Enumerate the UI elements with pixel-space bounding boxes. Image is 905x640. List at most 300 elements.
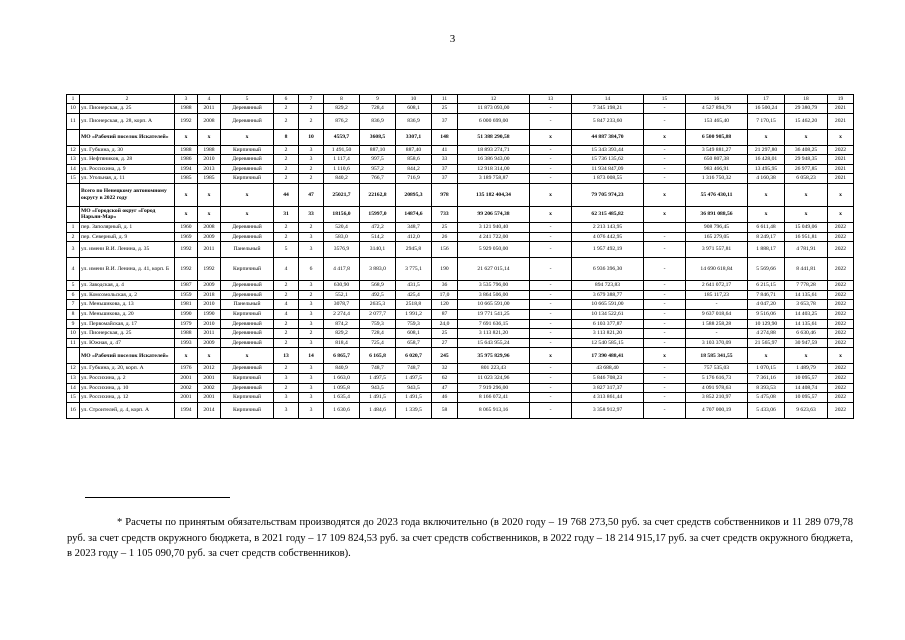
table-cell: 31 bbox=[274, 206, 299, 222]
table-cell: 3078,7 bbox=[324, 300, 360, 310]
table-cell: 15 049,06 bbox=[785, 222, 828, 232]
table-cell: - bbox=[530, 329, 572, 339]
table-cell: x bbox=[748, 129, 785, 145]
table-cell: Деревянный bbox=[221, 113, 274, 129]
address-cell: ул. Губкина, д. 30 bbox=[80, 145, 175, 155]
table-cell: Деревянный bbox=[221, 383, 274, 393]
table-cell: 4 417,8 bbox=[324, 258, 360, 281]
table-cell: 1976 bbox=[175, 364, 198, 374]
table-cell: 156 bbox=[432, 242, 458, 258]
table-cell: 14 135,61 bbox=[785, 290, 828, 300]
subtotal-row bbox=[67, 348, 854, 364]
table-cell: 2 bbox=[274, 145, 299, 155]
table-row bbox=[67, 174, 854, 184]
table-cell: 4 bbox=[67, 258, 80, 281]
table-cell: 1 110,6 bbox=[324, 164, 360, 174]
table-cell: 36 408,25 bbox=[785, 145, 828, 155]
table-cell: 135 182 404,34 bbox=[458, 183, 530, 206]
table-cell: 1 588 258,28 bbox=[686, 319, 748, 329]
table-cell: 4559,7 bbox=[324, 129, 360, 145]
table-cell: - bbox=[644, 329, 686, 339]
table-cell: 1987 bbox=[175, 281, 198, 291]
table-row bbox=[67, 242, 854, 258]
table-cell: 26 977,85 bbox=[785, 164, 828, 174]
table-cell: 2022 bbox=[828, 232, 854, 242]
table-cell: - bbox=[530, 222, 572, 232]
table-cell: 3 103 370,09 bbox=[686, 338, 748, 348]
table-cell: 1981 bbox=[175, 300, 198, 310]
table-cell: 2 bbox=[67, 232, 80, 242]
table-row bbox=[67, 145, 854, 155]
table-cell: 6 500 905,88 bbox=[686, 129, 748, 145]
table-row bbox=[67, 258, 854, 281]
table-cell: x bbox=[748, 348, 785, 364]
table-cell: 10 bbox=[67, 329, 80, 339]
address-cell: ул. имени В.И. Ленина, д. 41, корп. Б bbox=[80, 258, 175, 281]
table-cell: 552,1 bbox=[324, 290, 360, 300]
address-cell: ул. Пионерская, д. 28, корп. А bbox=[80, 113, 175, 129]
table-cell: 1994 bbox=[175, 164, 198, 174]
table-row bbox=[67, 155, 854, 165]
table-cell: 6 165,8 bbox=[360, 348, 396, 364]
table-cell: 1988 bbox=[175, 329, 198, 339]
table-cell: 2 bbox=[274, 174, 299, 184]
table-cell: 2021 bbox=[828, 104, 854, 114]
table-cell: 11 bbox=[67, 113, 80, 129]
address-cell: ул. Заводская, д. 4 bbox=[80, 281, 175, 291]
table-cell: - bbox=[530, 309, 572, 319]
table-cell: Панельный bbox=[221, 242, 274, 258]
table-cell: 12 918 314,00 bbox=[458, 164, 530, 174]
table-cell: - bbox=[530, 104, 572, 114]
table-row bbox=[67, 393, 854, 403]
table-cell: 2022 bbox=[828, 402, 854, 418]
table-cell: x bbox=[175, 129, 198, 145]
table-cell: 25 bbox=[432, 329, 458, 339]
table-cell: - bbox=[644, 281, 686, 291]
table-cell: 894 723,83 bbox=[572, 281, 644, 291]
table-cell: 10 129,90 bbox=[748, 319, 785, 329]
table-cell: Деревянный bbox=[221, 155, 274, 165]
table-cell: - bbox=[530, 155, 572, 165]
table-cell: x bbox=[221, 206, 274, 222]
table-cell: 2022 bbox=[828, 373, 854, 383]
table-cell: 2 bbox=[274, 164, 299, 174]
table-cell: 33 bbox=[432, 155, 458, 165]
table-cell: 10 134 522,61 bbox=[572, 309, 644, 319]
table-cell: x bbox=[644, 206, 686, 222]
table-cell: 44 bbox=[274, 183, 299, 206]
table-cell: 4 bbox=[274, 300, 299, 310]
table-cell: - bbox=[530, 258, 572, 281]
table-cell: 16 500,24 bbox=[748, 104, 785, 114]
table-cell: 5 bbox=[274, 242, 299, 258]
table-cell: 6 611,48 bbox=[748, 222, 785, 232]
table-cell: 2008 bbox=[198, 113, 221, 129]
table-cell: 2008 bbox=[198, 222, 221, 232]
table-cell: x bbox=[785, 348, 828, 364]
table-cell: 25 bbox=[432, 104, 458, 114]
table-cell: 1992 bbox=[198, 258, 221, 281]
table-cell: 9 637 018,64 bbox=[686, 309, 748, 319]
table-row bbox=[67, 383, 854, 393]
table-cell: 1992 bbox=[175, 113, 198, 129]
table-cell: 759,3 bbox=[396, 319, 432, 329]
table-cell: Деревянный bbox=[221, 290, 274, 300]
table-cell: x bbox=[530, 348, 572, 364]
table-cell: 2 bbox=[299, 174, 324, 184]
table-cell: 37 bbox=[432, 113, 458, 129]
table-cell: 25 bbox=[432, 222, 458, 232]
table-cell: 2 bbox=[299, 164, 324, 174]
table-cell: 2002 bbox=[175, 383, 198, 393]
column-number: 8 bbox=[324, 95, 360, 104]
table-cell: x bbox=[175, 183, 198, 206]
column-number-row bbox=[67, 95, 854, 104]
table-cell: 829,2 bbox=[324, 329, 360, 339]
table-cell: 29 380,79 bbox=[785, 104, 828, 114]
table-cell bbox=[67, 183, 80, 206]
table-cell: Деревянный bbox=[221, 338, 274, 348]
table-row bbox=[67, 319, 854, 329]
table-cell: 472,2 bbox=[360, 222, 396, 232]
table-cell: 4 241 722,00 bbox=[458, 232, 530, 242]
table-cell: x bbox=[785, 206, 828, 222]
column-number: 16 bbox=[686, 95, 748, 104]
table-cell: 4 160,38 bbox=[748, 174, 785, 184]
table-cell bbox=[67, 348, 80, 364]
table-cell: 978 bbox=[432, 183, 458, 206]
table-cell: 3 549 881,27 bbox=[686, 145, 748, 155]
table-cell: 3 bbox=[299, 319, 324, 329]
table-cell: 3 679 388,77 bbox=[572, 290, 644, 300]
table-cell: - bbox=[530, 242, 572, 258]
table-cell: - bbox=[644, 338, 686, 348]
table-cell: 943,5 bbox=[396, 383, 432, 393]
footnote: * Расчеты по принятым обязательствам производятся до 2023 года включительно (в 2020 году – 19 768 273,50 руб. за счет средств собственников и 11 289 079,78 руб. за счет средств окружного бюджета, в 2021 году – 17 109 824,53 руб. за счет средств собственников, в 2022 году – 18 214 915,17 руб. за счет средств окружного бюджета, в 2023 году – 1 105 090,70 руб. за счет средств собственников). bbox=[67, 517, 853, 560]
table-cell: 1959 bbox=[175, 290, 198, 300]
table-cell: - bbox=[530, 393, 572, 403]
table-cell: 2001 bbox=[198, 373, 221, 383]
table-cell: 2 bbox=[274, 222, 299, 232]
table-cell: 14 135,61 bbox=[785, 319, 828, 329]
table-cell: 650 807,38 bbox=[686, 155, 748, 165]
table-cell: 16 951,81 bbox=[785, 232, 828, 242]
table-cell: x bbox=[644, 183, 686, 206]
table-cell: 245 bbox=[432, 348, 458, 364]
address-cell: ул. Россихина, д. 9 bbox=[80, 164, 175, 174]
table-cell: 2 bbox=[274, 338, 299, 348]
table-cell: 2018 bbox=[198, 290, 221, 300]
table-row bbox=[67, 222, 854, 232]
table-cell: 1 117,4 bbox=[324, 155, 360, 165]
table-cell: 3 bbox=[299, 393, 324, 403]
table-cell: 7 bbox=[67, 300, 80, 310]
table-cell: 1960 bbox=[175, 222, 198, 232]
table-cell: - bbox=[644, 364, 686, 374]
table-cell: 1969 bbox=[175, 232, 198, 242]
table-cell: 1 484,6 bbox=[360, 402, 396, 418]
table-cell: 2022 bbox=[828, 258, 854, 281]
table-cell: - bbox=[530, 290, 572, 300]
table-cell: 608,1 bbox=[396, 104, 432, 114]
table-cell: x bbox=[785, 129, 828, 145]
table-cell: 2022 bbox=[828, 281, 854, 291]
table-cell: 3 113 821,20 bbox=[458, 329, 530, 339]
table-cell: 9 bbox=[67, 319, 80, 329]
table-cell: 18 585 341,55 bbox=[686, 348, 748, 364]
table-cell: 1979 bbox=[175, 319, 198, 329]
table-cell: 1993 bbox=[175, 338, 198, 348]
table-cell: Кирпичный bbox=[221, 402, 274, 418]
table-cell: 1 339,5 bbox=[396, 402, 432, 418]
address-cell: ул. Южная, д. 47 bbox=[80, 338, 175, 348]
table-cell: 2009 bbox=[198, 281, 221, 291]
table-cell: - bbox=[644, 319, 686, 329]
table-cell: 79 705 974,23 bbox=[572, 183, 644, 206]
table-cell: 21 297,80 bbox=[748, 145, 785, 155]
table-cell: 728,4 bbox=[360, 104, 396, 114]
table-cell: - bbox=[644, 373, 686, 383]
table-cell: Деревянный bbox=[221, 364, 274, 374]
table-cell: 2945,8 bbox=[396, 242, 432, 258]
table-cell: 6 bbox=[67, 290, 80, 300]
table-cell: 3 535 796,00 bbox=[458, 281, 530, 291]
column-number: 1 bbox=[67, 95, 80, 104]
table-cell bbox=[67, 129, 80, 145]
table-cell: 658,7 bbox=[396, 338, 432, 348]
table-cell: x bbox=[221, 348, 274, 364]
table-cell: Кирпичный bbox=[221, 393, 274, 403]
table-cell: 1 497,5 bbox=[396, 373, 432, 383]
address-cell: ул. Пионерская, д. 25 bbox=[80, 104, 175, 114]
table-cell: 51 388 290,58 bbox=[458, 129, 530, 145]
table-cell: 41 bbox=[432, 145, 458, 155]
table-cell: 2022 bbox=[828, 290, 854, 300]
table-cell: 2635,3 bbox=[360, 300, 396, 310]
table-cell: 3 bbox=[274, 393, 299, 403]
table-cell: 492,5 bbox=[360, 290, 396, 300]
table-cell: 2 bbox=[274, 329, 299, 339]
table-cell: - bbox=[530, 113, 572, 129]
table-cell: 6 020,7 bbox=[396, 348, 432, 364]
table-cell: 9 623,63 bbox=[785, 402, 828, 418]
table-cell: 14 bbox=[67, 164, 80, 174]
table-cell: 3 bbox=[299, 300, 324, 310]
table-cell: 2012 bbox=[198, 364, 221, 374]
table-cell: 153 465,40 bbox=[686, 113, 748, 129]
column-number: 4 bbox=[198, 95, 221, 104]
table-cell: 12 540 585,15 bbox=[572, 338, 644, 348]
table-cell: 3 864 506,00 bbox=[458, 290, 530, 300]
table-cell: 21 565,97 bbox=[748, 338, 785, 348]
table-cell: 840,9 bbox=[324, 364, 360, 374]
table-cell: 14 408,74 bbox=[785, 383, 828, 393]
table-cell: - bbox=[530, 402, 572, 418]
table-cell: 10 095,57 bbox=[785, 373, 828, 383]
column-number: 13 bbox=[530, 95, 572, 104]
table-cell: - bbox=[644, 242, 686, 258]
table-cell: 2 bbox=[274, 364, 299, 374]
table-cell bbox=[644, 222, 686, 232]
table-row bbox=[67, 104, 854, 114]
subtotal-row bbox=[67, 183, 854, 206]
table-cell: 2 bbox=[274, 113, 299, 129]
table-cell: 2022 bbox=[828, 145, 854, 155]
page-number: 3 bbox=[449, 33, 456, 45]
table-cell: 1992 bbox=[175, 258, 198, 281]
table-cell: 6 000 699,00 bbox=[458, 113, 530, 129]
table-cell: x bbox=[198, 206, 221, 222]
table-cell: 2021 bbox=[828, 164, 854, 174]
address-cell: ул. Строителей, д. 4, корп. А bbox=[80, 402, 175, 418]
table-cell: 27 bbox=[432, 338, 458, 348]
table-row bbox=[67, 113, 854, 129]
table-cell: 14 bbox=[67, 383, 80, 393]
table-cell: - bbox=[644, 155, 686, 165]
table-cell: 3 bbox=[299, 402, 324, 418]
table-cell: 1 491,5 bbox=[396, 393, 432, 403]
column-number: 6 bbox=[274, 95, 299, 104]
table-cell: 983 466,91 bbox=[686, 164, 748, 174]
table-cell: 728,4 bbox=[360, 329, 396, 339]
table-cell: 4 076 442,95 bbox=[572, 232, 644, 242]
table-cell: Деревянный bbox=[221, 281, 274, 291]
address-cell: ул. Губкина, д. 20, корп. А bbox=[80, 364, 175, 374]
table-cell: Деревянный bbox=[221, 104, 274, 114]
table-cell: - bbox=[530, 281, 572, 291]
table-cell: Деревянный bbox=[221, 232, 274, 242]
table-cell: x bbox=[748, 183, 785, 206]
table-cell: x bbox=[748, 206, 785, 222]
table-cell: 6 936 396,30 bbox=[572, 258, 644, 281]
table-cell: 887,40 bbox=[396, 145, 432, 155]
table-cell: 2 bbox=[274, 290, 299, 300]
table-cell: 16 386 943,00 bbox=[458, 155, 530, 165]
table-cell: 2022 bbox=[828, 338, 854, 348]
table-cell: 5 846 708,23 bbox=[572, 373, 644, 383]
table-cell: 47 bbox=[299, 183, 324, 206]
table-cell: 1994 bbox=[175, 402, 198, 418]
address-cell: ул. Нефтяников, д. 28 bbox=[80, 155, 175, 165]
table-cell: 997,5 bbox=[360, 155, 396, 165]
table-cell: 2021 bbox=[828, 113, 854, 129]
table-cell: 840,2 bbox=[324, 174, 360, 184]
table-cell: 757 535,03 bbox=[686, 364, 748, 374]
table-cell: 36 891 088,56 bbox=[686, 206, 748, 222]
table-cell: - bbox=[530, 383, 572, 393]
table-cell: 32 bbox=[432, 364, 458, 374]
table-cell: x bbox=[530, 129, 572, 145]
table-cell: 13 bbox=[274, 348, 299, 364]
table-cell: 2 bbox=[274, 232, 299, 242]
table-cell: 1985 bbox=[175, 174, 198, 184]
table-cell: 3 883,0 bbox=[360, 258, 396, 281]
address-cell: ул. Меньшикова, д. 13 bbox=[80, 300, 175, 310]
table-cell: 5 475,08 bbox=[748, 393, 785, 403]
table-cell: 14874,6 bbox=[396, 206, 432, 222]
table-cell: 5 569,66 bbox=[748, 258, 785, 281]
table-cell: 20895,3 bbox=[396, 183, 432, 206]
table-cell: 2 bbox=[299, 290, 324, 300]
table-cell: 1992 bbox=[175, 242, 198, 258]
table-cell: 47 bbox=[432, 383, 458, 393]
table-cell: 120 bbox=[432, 300, 458, 310]
table-cell: 3 bbox=[67, 242, 80, 258]
table-cell: 1986 bbox=[175, 155, 198, 165]
table-cell: x bbox=[198, 183, 221, 206]
table-cell: 1 663,0 bbox=[324, 373, 360, 383]
table-cell: 8 bbox=[274, 129, 299, 145]
table-cell: 2009 bbox=[198, 338, 221, 348]
table-cell: 12 bbox=[67, 364, 80, 374]
table-cell: 1 635,4 bbox=[324, 393, 360, 403]
table-cell: x bbox=[644, 348, 686, 364]
table-row bbox=[67, 309, 854, 319]
table-cell: 876,2 bbox=[324, 113, 360, 129]
table-cell: 22162,8 bbox=[360, 183, 396, 206]
table-cell: x bbox=[221, 129, 274, 145]
table-row bbox=[67, 164, 854, 174]
table-cell: 14 690 618,84 bbox=[686, 258, 748, 281]
table-cell: 2518,8 bbox=[396, 300, 432, 310]
column-number: 9 bbox=[360, 95, 396, 104]
table-cell: x bbox=[785, 183, 828, 206]
table-cell: 3 bbox=[299, 364, 324, 374]
table-cell: 3 bbox=[299, 155, 324, 165]
table-cell: 3 bbox=[274, 402, 299, 418]
table-cell: 716,9 bbox=[396, 174, 432, 184]
table-cell: 6 630,46 bbox=[785, 329, 828, 339]
table-cell: - bbox=[530, 373, 572, 383]
table-cell: 165 279,05 bbox=[686, 232, 748, 242]
address-cell: МО «Рабочий поселок Искателей» bbox=[80, 348, 175, 364]
table-cell: - bbox=[644, 232, 686, 242]
table-cell: 844,2 bbox=[396, 164, 432, 174]
address-cell: ул. Угольная, д. 11 bbox=[80, 174, 175, 184]
table-cell: 4 bbox=[274, 309, 299, 319]
table-row bbox=[67, 281, 854, 291]
table-cell: 7 345 198,21 bbox=[572, 104, 644, 114]
table-cell: - bbox=[644, 383, 686, 393]
address-cell: МО «Городской округ «Город Нарьян-Мар» bbox=[80, 206, 175, 222]
table-cell: 733 bbox=[432, 206, 458, 222]
table-cell: x bbox=[530, 183, 572, 206]
table-cell: 12 bbox=[67, 145, 80, 155]
table-cell: 759,3 bbox=[360, 319, 396, 329]
table-cell: 514,2 bbox=[360, 232, 396, 242]
table-cell: - bbox=[530, 164, 572, 174]
table-cell: 1 bbox=[67, 222, 80, 232]
table-cell: x bbox=[198, 348, 221, 364]
table-cell: 14 bbox=[299, 348, 324, 364]
table-cell: 58 bbox=[432, 402, 458, 418]
column-number: 3 bbox=[175, 95, 198, 104]
table-cell: 1 491,5 bbox=[360, 393, 396, 403]
table-cell: 8 393,53 bbox=[748, 383, 785, 393]
table-row bbox=[67, 364, 854, 374]
table-cell: 16 428,01 bbox=[748, 155, 785, 165]
table-cell: 6 215,15 bbox=[748, 281, 785, 291]
table-cell: 15 462,20 bbox=[785, 113, 828, 129]
table-cell: 8 166 072,41 bbox=[458, 393, 530, 403]
table-cell: 2010 bbox=[198, 300, 221, 310]
table-cell: 908 796,45 bbox=[686, 222, 748, 232]
table-cell: 1 316 750,32 bbox=[686, 174, 748, 184]
table-cell: 10 665 591,00 bbox=[458, 300, 530, 310]
table-cell: - bbox=[686, 300, 748, 310]
table-cell: 3608,5 bbox=[360, 129, 396, 145]
